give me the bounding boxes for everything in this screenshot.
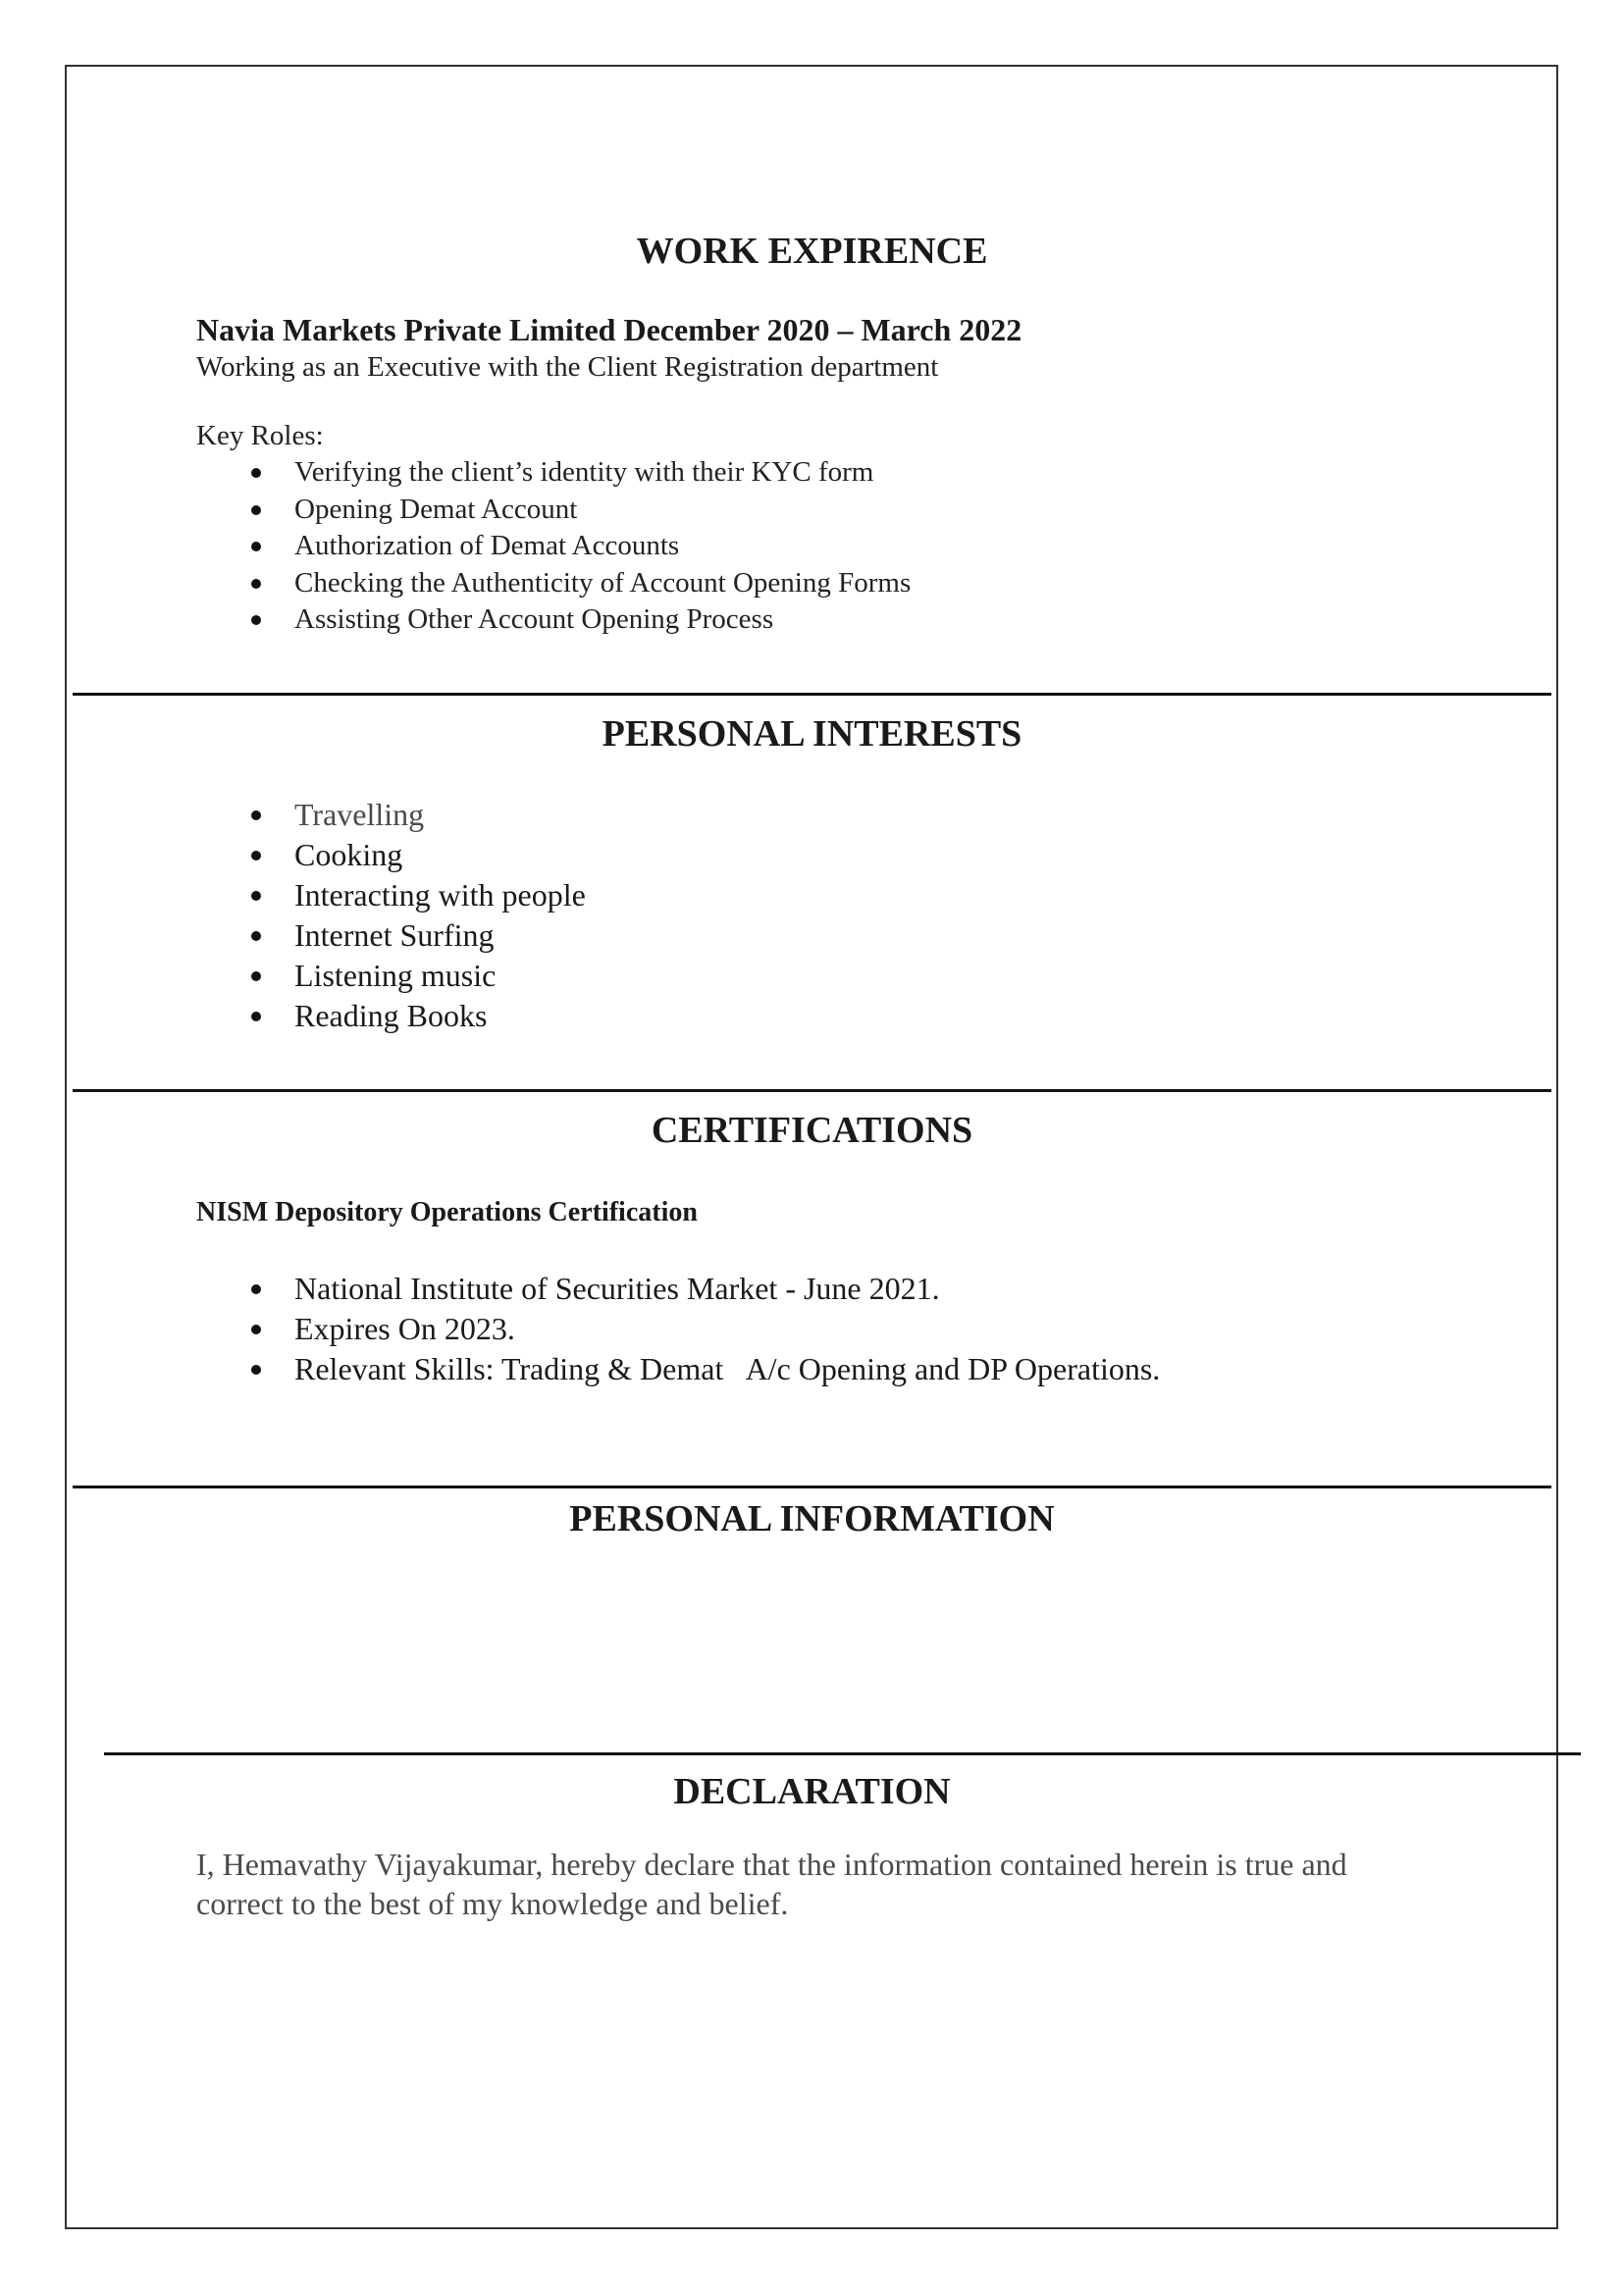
section-divider <box>73 1089 1551 1092</box>
key-roles-label: Key Roles: <box>196 420 324 451</box>
section-divider <box>104 1752 1581 1755</box>
personal-interests-heading: PERSONAL INTERESTS <box>602 713 1022 755</box>
list-item: Relevant Skills: Trading & Demat A/c Opening and DP Operations. <box>196 1349 1160 1389</box>
list-item: Travelling <box>196 795 586 835</box>
certifications-heading: CERTIFICATIONS <box>651 1110 973 1151</box>
section-divider <box>73 1486 1551 1488</box>
interests-list <box>196 795 586 1036</box>
list-item: Expires On 2023. <box>196 1309 1160 1349</box>
list-item: Interacting with people <box>196 875 586 915</box>
declaration-text <box>196 1845 1472 1923</box>
section-divider <box>73 693 1551 696</box>
certification-title: NISM Depository Operations Certification <box>196 1197 698 1227</box>
list-item: National Institute of Securities Market - June 2021. <box>196 1269 1160 1309</box>
role-line: Working as an Executive with the Client Registration department <box>196 351 939 383</box>
list-item: Checking the Authenticity of Account Opening Forms <box>196 565 911 602</box>
declaration-line: I, Hemavathy Vijayakumar, hereby declare that the information contained herein is true and <box>196 1847 1347 1882</box>
list-item: Authorization of Demat Accounts <box>196 528 911 565</box>
key-roles-list <box>196 454 911 639</box>
list-item: Internet Surfing <box>196 915 586 956</box>
list-item: Opening Demat Account <box>196 492 911 529</box>
personal-information-heading: PERSONAL INFORMATION <box>569 1498 1055 1539</box>
declaration-heading: DECLARATION <box>673 1771 951 1812</box>
company-line: Navia Markets Private Limited December 2020 – March 2022 <box>196 312 1022 347</box>
work-experience-heading: WORK EXPIRENCE <box>636 231 988 272</box>
certifications-list <box>196 1269 1160 1389</box>
declaration-line: correct to the best of my knowledge and belief. <box>196 1886 789 1921</box>
list-item: Reading Books <box>196 996 586 1036</box>
list-item: Listening music <box>196 956 586 996</box>
list-item: Cooking <box>196 835 586 875</box>
list-item: Assisting Other Account Opening Process <box>196 601 911 639</box>
list-item: Verifying the client’s identity with their KYC form <box>196 454 911 492</box>
